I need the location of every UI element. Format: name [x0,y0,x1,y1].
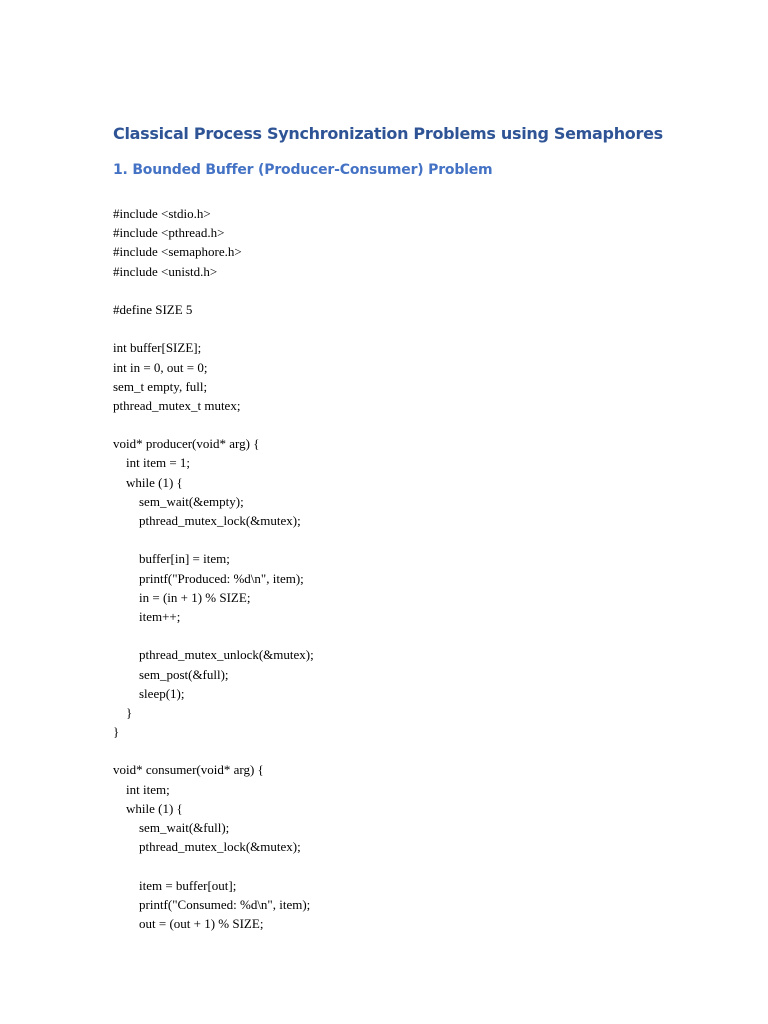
code-line: sem_t empty, full; [113,378,208,394]
section-heading: 1. Bounded Buffer (Producer-Consumer) Problem [113,162,493,178]
code-line: sleep(1); [113,685,185,701]
code-line: #include <stdio.h> [113,206,211,221]
code-line: item = buffer[out]; [113,877,237,893]
code-line: while (1) { [113,800,183,816]
code-line: printf("Consumed: %d\n", item); [113,896,311,912]
code-line: sem_wait(&empty); [113,493,244,509]
code-line: while (1) { [113,474,183,490]
document-title: Classical Process Synchronization Problems using Semaphores [113,124,663,143]
code-line: #include <semaphore.h> [113,244,242,260]
code-line: int item = 1; [113,455,191,471]
code-line: int buffer[SIZE]; [113,340,202,356]
code-line [113,856,314,875]
code-line: #define SIZE 5 [113,301,193,317]
code-line [113,626,314,645]
code-line: int item; [113,781,170,797]
code-block [113,204,314,933]
code-line: pthread_mutex_lock(&mutex); [113,513,301,528]
code-line: printf("Produced: %d\n", item); [113,570,304,586]
code-line: #include <pthread.h> [113,225,225,241]
code-line: sem_post(&full); [113,666,229,682]
code-line: out = (out + 1) % SIZE; [113,915,264,931]
code-line [113,741,314,760]
code-line: buffer[in] = item; [113,551,230,567]
code-line [113,530,314,549]
code-line: } [113,704,133,720]
code-line: pthread_mutex_t mutex; [113,397,241,413]
code-line: in = (in + 1) % SIZE; [113,589,251,605]
code-line: item++; [113,608,181,624]
code-line: void* consumer(void* arg) { [113,762,264,778]
code-line: #include <unistd.h> [113,263,218,279]
code-line [113,319,314,338]
code-line: pthread_mutex_lock(&mutex); [113,839,301,855]
code-line: int in = 0, out = 0; [113,359,208,375]
code-line: } [113,724,120,740]
code-line [113,415,314,434]
code-line: void* producer(void* arg) { [113,436,260,452]
code-line [113,281,314,300]
code-line: sem_wait(&full); [113,820,230,835]
code-line: pthread_mutex_unlock(&mutex); [113,647,314,663]
